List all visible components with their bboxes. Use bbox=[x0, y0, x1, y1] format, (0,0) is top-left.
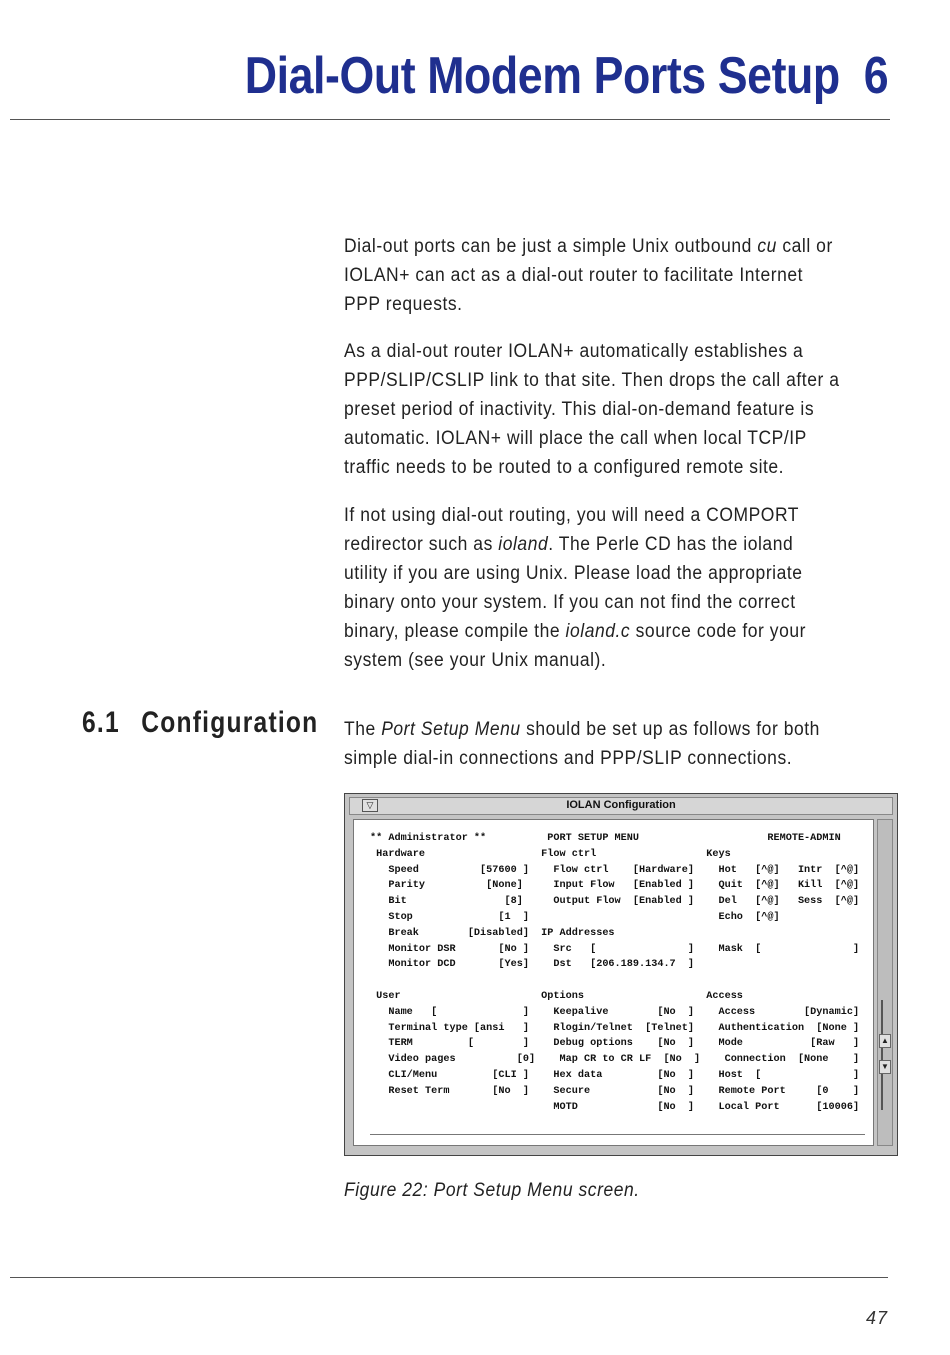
terminal-screen bbox=[353, 819, 874, 1146]
window-titlebar bbox=[349, 797, 893, 815]
page-number: 47 bbox=[865, 1308, 888, 1328]
scroll-up-arrow-icon[interactable]: ▲ bbox=[879, 1034, 891, 1048]
chapter-number: 6 bbox=[863, 47, 888, 105]
section-number: 6.1 bbox=[82, 706, 120, 739]
intro-paragraph-1: Dial-out ports can be just a simple Unix outbound cu call or IOLAN+ can act as a dial-out router to facilitate Internet PPP requests. bbox=[344, 236, 833, 315]
figure-caption: Figure 22: Port Setup Menu screen. bbox=[344, 1180, 640, 1201]
vertical-scrollbar[interactable] bbox=[877, 819, 893, 1146]
ioland-source-term: ioland.c bbox=[565, 621, 631, 642]
terminal-divider bbox=[370, 1134, 865, 1135]
scrollbar-thumb[interactable] bbox=[881, 1000, 891, 1110]
chapter-title: Dial-Out Modem Ports Setup bbox=[244, 47, 840, 105]
intro-paragraph-2: As a dial-out router IOLAN+ automatically establishes a PPP/SLIP/CSLIP link to that site. Then drops the call after a preset period of inactivity. This dial-on-demand feature is automatic. IOLAN+ will place the call when local TCP/IP traffic needs to be routed to a configured remote site. bbox=[344, 341, 840, 478]
window-menu-icon[interactable]: ▽ bbox=[362, 799, 378, 812]
section-heading bbox=[82, 706, 318, 740]
window-title: IOLAN Configuration bbox=[566, 799, 676, 811]
section-paragraph: The Port Setup Menu should be set up as follows for both simple dial-in connections and PPP/SLIP connections. bbox=[344, 719, 820, 769]
port-setup-menu-term: Port Setup Menu bbox=[381, 719, 521, 740]
port-setup-menu-text: ** Administrator ** PORT SETUP MENU REMOTE-ADMIN Hardware Flow ctrl Keys Speed [57600 ] Flow ctrl [Hardware] Hot [^@] Intr [^@] Parity [None] Input Flow [Enabled ] Quit [^@] Kill [^@] Bit [8] Output Flow [Enabled ] Del [^@] Sess [^@] Stop [1 ] Echo [^@] Break [Disabled] IP Addresses Monitor DSR [No ] Src [ ] Mask [ ] Monitor DCD [Yes] Dst [206.189.134.7 ] User Options Access Name [ ] Keepalive [No ] Access [Dynamic] Terminal type [ansi ] Rlogin/Telnet [Telnet] Authentication [None ] TERM [ ] Debug options [No ] Mode [Raw ] Video pages [0] Map CR to CR LF [No ] Connection [None ] CLI/Menu [CLI ] Hex data [No ] Host [ ] Reset Term [No ] Secure [No ] Remote Port [0 ] MOTD [No ] Local Port [10006] bbox=[370, 833, 860, 1113]
page-title bbox=[245, 46, 888, 106]
ioland-term: ioland bbox=[498, 534, 549, 555]
scroll-down-arrow-icon[interactable]: ▼ bbox=[879, 1060, 891, 1074]
section-title: Configuration bbox=[141, 706, 319, 739]
cu-command: cu bbox=[757, 236, 777, 257]
header-rule bbox=[10, 119, 890, 120]
iolan-configuration-window bbox=[344, 793, 898, 1156]
footer-rule bbox=[10, 1277, 888, 1278]
intro-paragraph-3: If not using dial-out routing, you will need a COMPORT redirector such as ioland. The Perle CD has the ioland utility if you are using Unix. Please load the appropriate binary onto your system. If you can not find the correct binary, please compile the ioland.c source code for your system (see your Unix manual). bbox=[344, 505, 807, 671]
